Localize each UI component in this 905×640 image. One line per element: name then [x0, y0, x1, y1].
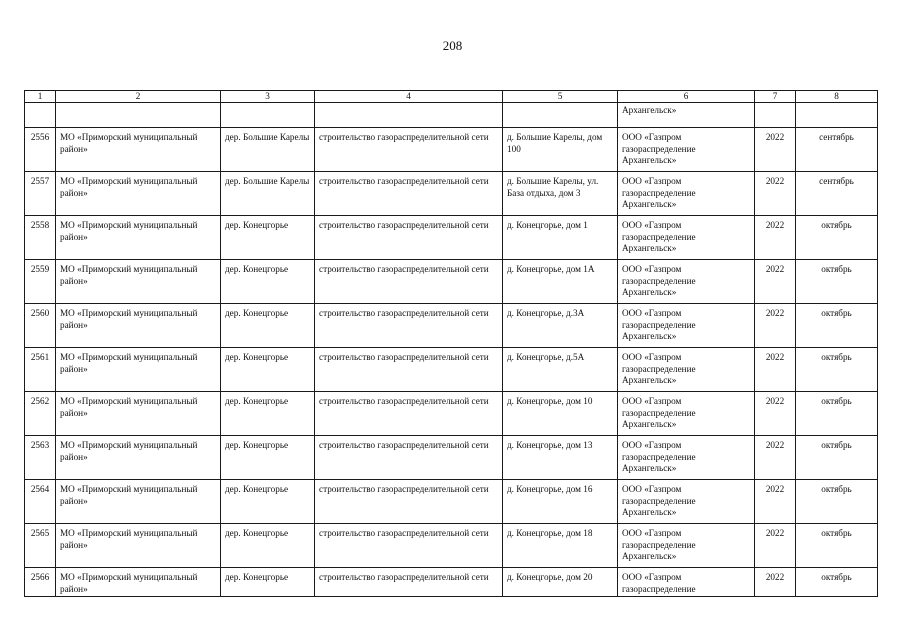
cell-month: октябрь — [796, 524, 878, 568]
cell-municipality: МО «Приморский муниципальный район» — [56, 392, 221, 436]
cell-year — [755, 103, 796, 128]
cell-settlement: дер. Конецгорье — [221, 568, 315, 597]
table-row — [25, 172, 878, 216]
cell-year: 2022 — [755, 392, 796, 436]
cell-address: д. Большие Карелы, ул. База отдыха, дом 3 — [503, 172, 618, 216]
cell-month: сентябрь — [796, 172, 878, 216]
cell-municipality — [56, 103, 221, 128]
cell-num: 2559 — [25, 260, 56, 304]
cell-municipality: МО «Приморский муниципальный район» — [56, 260, 221, 304]
cell-municipality: МО «Приморский муниципальный район» — [56, 128, 221, 172]
cell-month: октябрь — [796, 392, 878, 436]
column-header: 6 — [618, 91, 755, 103]
cell-num: 2562 — [25, 392, 56, 436]
cell-address: д. Конецгорье, д.5А — [503, 348, 618, 392]
cell-municipality: МО «Приморский муниципальный район» — [56, 172, 221, 216]
cell-year: 2022 — [755, 568, 796, 597]
table-row — [25, 304, 878, 348]
cell-municipality: МО «Приморский муниципальный район» — [56, 480, 221, 524]
cell-address: д. Большие Карелы, дом 100 — [503, 128, 618, 172]
cell-operator: ООО «Газпром газораспределение Архангельск» — [618, 172, 755, 216]
cell-year: 2022 — [755, 480, 796, 524]
cell-month: сентябрь — [796, 128, 878, 172]
table-body — [25, 103, 878, 597]
cell-address: д. Конецгорье, дом 16 — [503, 480, 618, 524]
cell-year: 2022 — [755, 216, 796, 260]
cell-municipality: МО «Приморский муниципальный район» — [56, 348, 221, 392]
cell-settlement: дер. Конецгорье — [221, 436, 315, 480]
cell-year: 2022 — [755, 128, 796, 172]
cell-num: 2560 — [25, 304, 56, 348]
cell-settlement: дер. Большие Карелы — [221, 172, 315, 216]
cell-year: 2022 — [755, 304, 796, 348]
cell-municipality: МО «Приморский муниципальный район» — [56, 524, 221, 568]
cell-operator: ООО «Газпром газораспределение Архангельск» — [618, 304, 755, 348]
cell-year: 2022 — [755, 436, 796, 480]
cell-num — [25, 103, 56, 128]
cell-num: 2565 — [25, 524, 56, 568]
column-header: 7 — [755, 91, 796, 103]
column-header: 1 — [25, 91, 56, 103]
cell-address: д. Конецгорье, дом 20 — [503, 568, 618, 597]
cell-num: 2561 — [25, 348, 56, 392]
table-row — [25, 216, 878, 260]
cell-month: октябрь — [796, 260, 878, 304]
table-row — [25, 392, 878, 436]
cell-work: строительство газораспределительной сети — [315, 568, 503, 597]
column-header: 2 — [56, 91, 221, 103]
cell-work: строительство газораспределительной сети — [315, 436, 503, 480]
cell-month: октябрь — [796, 568, 878, 597]
cell-settlement: дер. Конецгорье — [221, 480, 315, 524]
cell-work: строительство газораспределительной сети — [315, 348, 503, 392]
cell-operator: ООО «Газпром газораспределение Архангельск» — [618, 480, 755, 524]
column-header: 4 — [315, 91, 503, 103]
cell-num: 2563 — [25, 436, 56, 480]
cell-month: октябрь — [796, 304, 878, 348]
cell-settlement — [221, 103, 315, 128]
cell-operator: ООО «Газпром газораспределение Архангельск» — [618, 392, 755, 436]
cell-address: д. Конецгорье, дом 1 — [503, 216, 618, 260]
cell-address: д. Конецгорье, дом 1А — [503, 260, 618, 304]
cell-settlement: дер. Конецгорье — [221, 216, 315, 260]
cell-year: 2022 — [755, 172, 796, 216]
cell-num: 2566 — [25, 568, 56, 597]
cell-year: 2022 — [755, 524, 796, 568]
cell-month — [796, 103, 878, 128]
cell-work — [315, 103, 503, 128]
table-row — [25, 524, 878, 568]
column-header: 3 — [221, 91, 315, 103]
cell-num: 2557 — [25, 172, 56, 216]
table-row — [25, 480, 878, 524]
cell-work: строительство газораспределительной сети — [315, 216, 503, 260]
table-row — [25, 348, 878, 392]
cell-address: д. Конецгорье, дом 13 — [503, 436, 618, 480]
cell-operator: Архангельск» — [618, 103, 755, 128]
cell-operator: ООО «Газпром газораспределение Архангельск» — [618, 524, 755, 568]
cell-municipality: МО «Приморский муниципальный район» — [56, 568, 221, 597]
cell-work: строительство газораспределительной сети — [315, 392, 503, 436]
cell-month: октябрь — [796, 216, 878, 260]
cell-address: д. Конецгорье, дом 10 — [503, 392, 618, 436]
cell-num: 2564 — [25, 480, 56, 524]
cell-operator: ООО «Газпром газораспределение Архангельск» — [618, 348, 755, 392]
cell-year: 2022 — [755, 260, 796, 304]
cell-operator: ООО «Газпром газораспределение Архангельск» — [618, 216, 755, 260]
cell-work: строительство газораспределительной сети — [315, 524, 503, 568]
cell-address: д. Конецгорье, д.3А — [503, 304, 618, 348]
cell-work: строительство газораспределительной сети — [315, 260, 503, 304]
cell-month: октябрь — [796, 436, 878, 480]
page-number: 208 — [442, 38, 463, 53]
cell-settlement: дер. Конецгорье — [221, 392, 315, 436]
continuation-row — [25, 103, 878, 128]
cell-settlement: дер. Конецгорье — [221, 348, 315, 392]
cell-settlement: дер. Конецгорье — [221, 304, 315, 348]
table-row — [25, 436, 878, 480]
cell-settlement: дер. Большие Карелы — [221, 128, 315, 172]
cell-operator: ООО «Газпром газораспределение — [618, 568, 755, 597]
column-header: 8 — [796, 91, 878, 103]
cell-month: октябрь — [796, 348, 878, 392]
cell-municipality: МО «Приморский муниципальный район» — [56, 436, 221, 480]
cell-operator: ООО «Газпром газораспределение Архангельск» — [618, 128, 755, 172]
cell-operator: ООО «Газпром газораспределение Архангельск» — [618, 436, 755, 480]
register-table — [24, 90, 878, 597]
cell-num: 2558 — [25, 216, 56, 260]
cell-month: октябрь — [796, 480, 878, 524]
cell-settlement: дер. Конецгорье — [221, 260, 315, 304]
cell-work: строительство газораспределительной сети — [315, 172, 503, 216]
cell-num: 2556 — [25, 128, 56, 172]
cell-municipality: МО «Приморский муниципальный район» — [56, 216, 221, 260]
table-row — [25, 568, 878, 597]
table-row — [25, 128, 878, 172]
cell-work: строительство газораспределительной сети — [315, 304, 503, 348]
cell-operator: ООО «Газпром газораспределение Архангельск» — [618, 260, 755, 304]
cell-address: д. Конецгорье, дом 18 — [503, 524, 618, 568]
cell-municipality: МО «Приморский муниципальный район» — [56, 304, 221, 348]
column-number-header — [25, 91, 878, 103]
table-row — [25, 260, 878, 304]
cell-year: 2022 — [755, 348, 796, 392]
column-header: 5 — [503, 91, 618, 103]
cell-work: строительство газораспределительной сети — [315, 128, 503, 172]
cell-work: строительство газораспределительной сети — [315, 480, 503, 524]
cell-address — [503, 103, 618, 128]
cell-settlement: дер. Конецгорье — [221, 524, 315, 568]
